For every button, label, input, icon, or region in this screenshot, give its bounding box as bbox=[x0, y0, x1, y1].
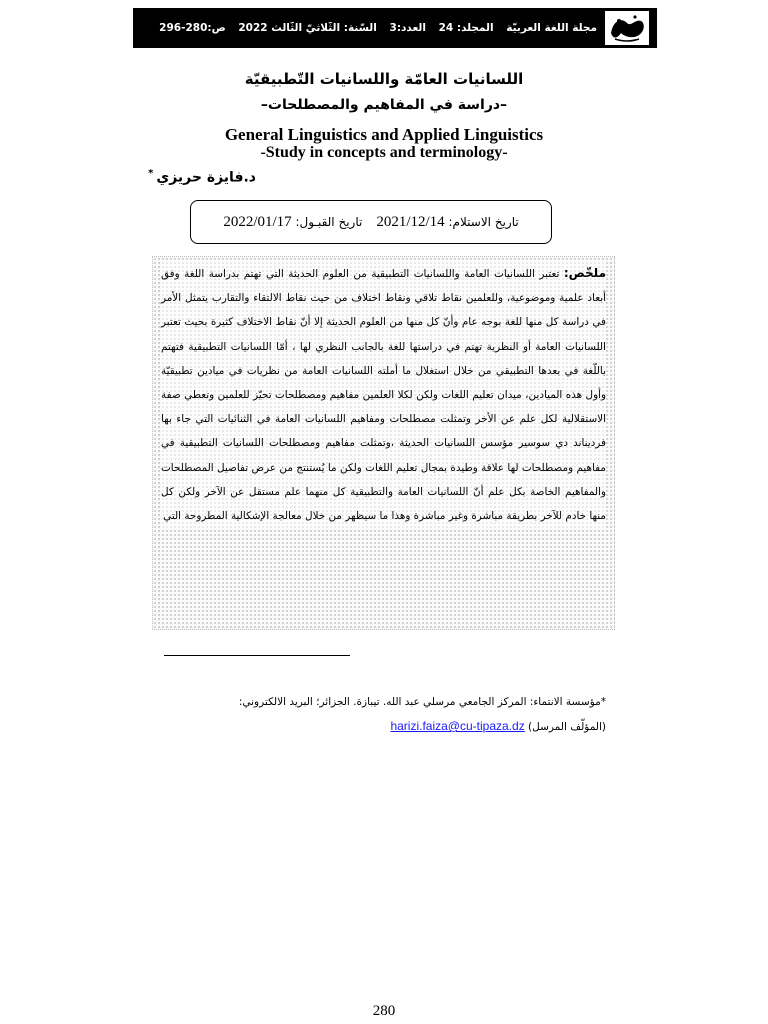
abstract-label: ملخّص: bbox=[563, 266, 607, 280]
footnote-separator bbox=[164, 655, 350, 656]
journal-year: السّنة: الثّلاثيّ الثّالث 2022 bbox=[238, 22, 377, 34]
footnote-affiliation: *مؤسسة الانتماء: المركز الجامعي مرسلي عبد الله. تيبازة. الجزائر؛ البريد الالكتروني: bbox=[238, 696, 606, 708]
journal-header-bar bbox=[133, 8, 657, 48]
subtitle-arabic: –دراسة في المفاهيم والمصطلحات– bbox=[260, 97, 508, 113]
received-date bbox=[376, 214, 518, 231]
received-label: تاريخ الاستلام: bbox=[448, 214, 519, 229]
abstract-box bbox=[152, 256, 615, 630]
journal-logo-icon bbox=[605, 11, 649, 45]
author-line bbox=[148, 168, 256, 186]
subtitle-english: -Study in concepts and terminology- bbox=[260, 144, 508, 161]
journal-issue: العدد:3 bbox=[389, 22, 426, 34]
journal-volume: المجلّد: 24 bbox=[438, 22, 494, 34]
author-name: د.فايزة حريزي bbox=[156, 169, 256, 186]
submission-dates-box bbox=[190, 200, 552, 244]
title-arabic: اللسانيات العامّة واللسانيات التّطبيقيّة bbox=[244, 70, 524, 88]
accepted-date bbox=[223, 214, 362, 231]
title-english: General Linguistics and Applied Linguistics bbox=[224, 125, 544, 144]
header-citation bbox=[141, 22, 597, 34]
author-footnote bbox=[160, 690, 606, 739]
footnote-corresponding: (المؤلّف المرسل) bbox=[528, 721, 606, 733]
journal-name: مجلّة اللّغة العربيّة bbox=[506, 22, 597, 34]
accepted-value: 2022/01/17 bbox=[223, 213, 292, 230]
author-email-link[interactable]: harizi.faiza@cu-tipaza.dz bbox=[390, 719, 525, 733]
accepted-label: تاريخ القبـول: bbox=[295, 214, 363, 229]
received-value: 2021/12/14 bbox=[376, 213, 445, 230]
page-number: 280 bbox=[372, 1003, 396, 1019]
abstract-paragraph bbox=[161, 261, 606, 528]
abstract-body: تعتبر اللسانيات العامة واللسانيات التطبيقية من العلوم الحديثة التي تهتم بدراسة اللغة وفق أبعاد علمية وموضوعية، وللعلمين نقاط تلاقي ونقاط اختلاف من حيث نقاط الالتقاء والتقارب يتمثل الأمر في دراسة كل منها للغة بوجه عام وأنّ كل منها من العلوم الحديثة إلا أنّ نقاط الاختلاف كثيرة بحيث تعتبر اللسانيات العامة أو النظرية تهتم في دراستها للغة بالجانب النظري لها ، أمّا اللسانيات التطبيقية فتهتم باللّغة في بعدها التطبيقي من خلال استغلال ما أملته اللسانيات العامة من نظريات في ميادين تطبيقيّة وأول هذه الميادين، ميدان تعليم اللغات ولكن لكلا العلمين مفاهيم ومصطلحات تحيّز للعلمين وتعطي صفة الاستقلالية لكل علم عن الأخر وتمثلت مصطلحات ومفاهيم اللسانيات العامة في الثنائيات التي جاء بها فردیناند دي سوسير مؤسس اللسانيات الحديثة ،وتمثلت مفاهيم ومصطلحات اللسانيات التطبيقية في مفاهيم ومصطلحات لها علاقة وطيدة بمجال تعليم اللغات ولكن ما يُستنتج من عرض تفاصيل المصطلحات والمفاهيم الخاصة بكل علم أنّ اللسانيات العامة والتطبيقية كل منهما علم مستقل عن الآخر ولكن كل منها خادم للآخر بطريقة مباشرة وغير مباشرة وهذا ما سيظهر من خلال معالجة الإشكالية المطروحة التي bbox=[161, 268, 606, 523]
footnote-contact bbox=[160, 714, 606, 739]
journal-pages: ص:280-296 bbox=[159, 22, 226, 34]
author-footnote-mark[interactable]: * bbox=[148, 168, 154, 179]
